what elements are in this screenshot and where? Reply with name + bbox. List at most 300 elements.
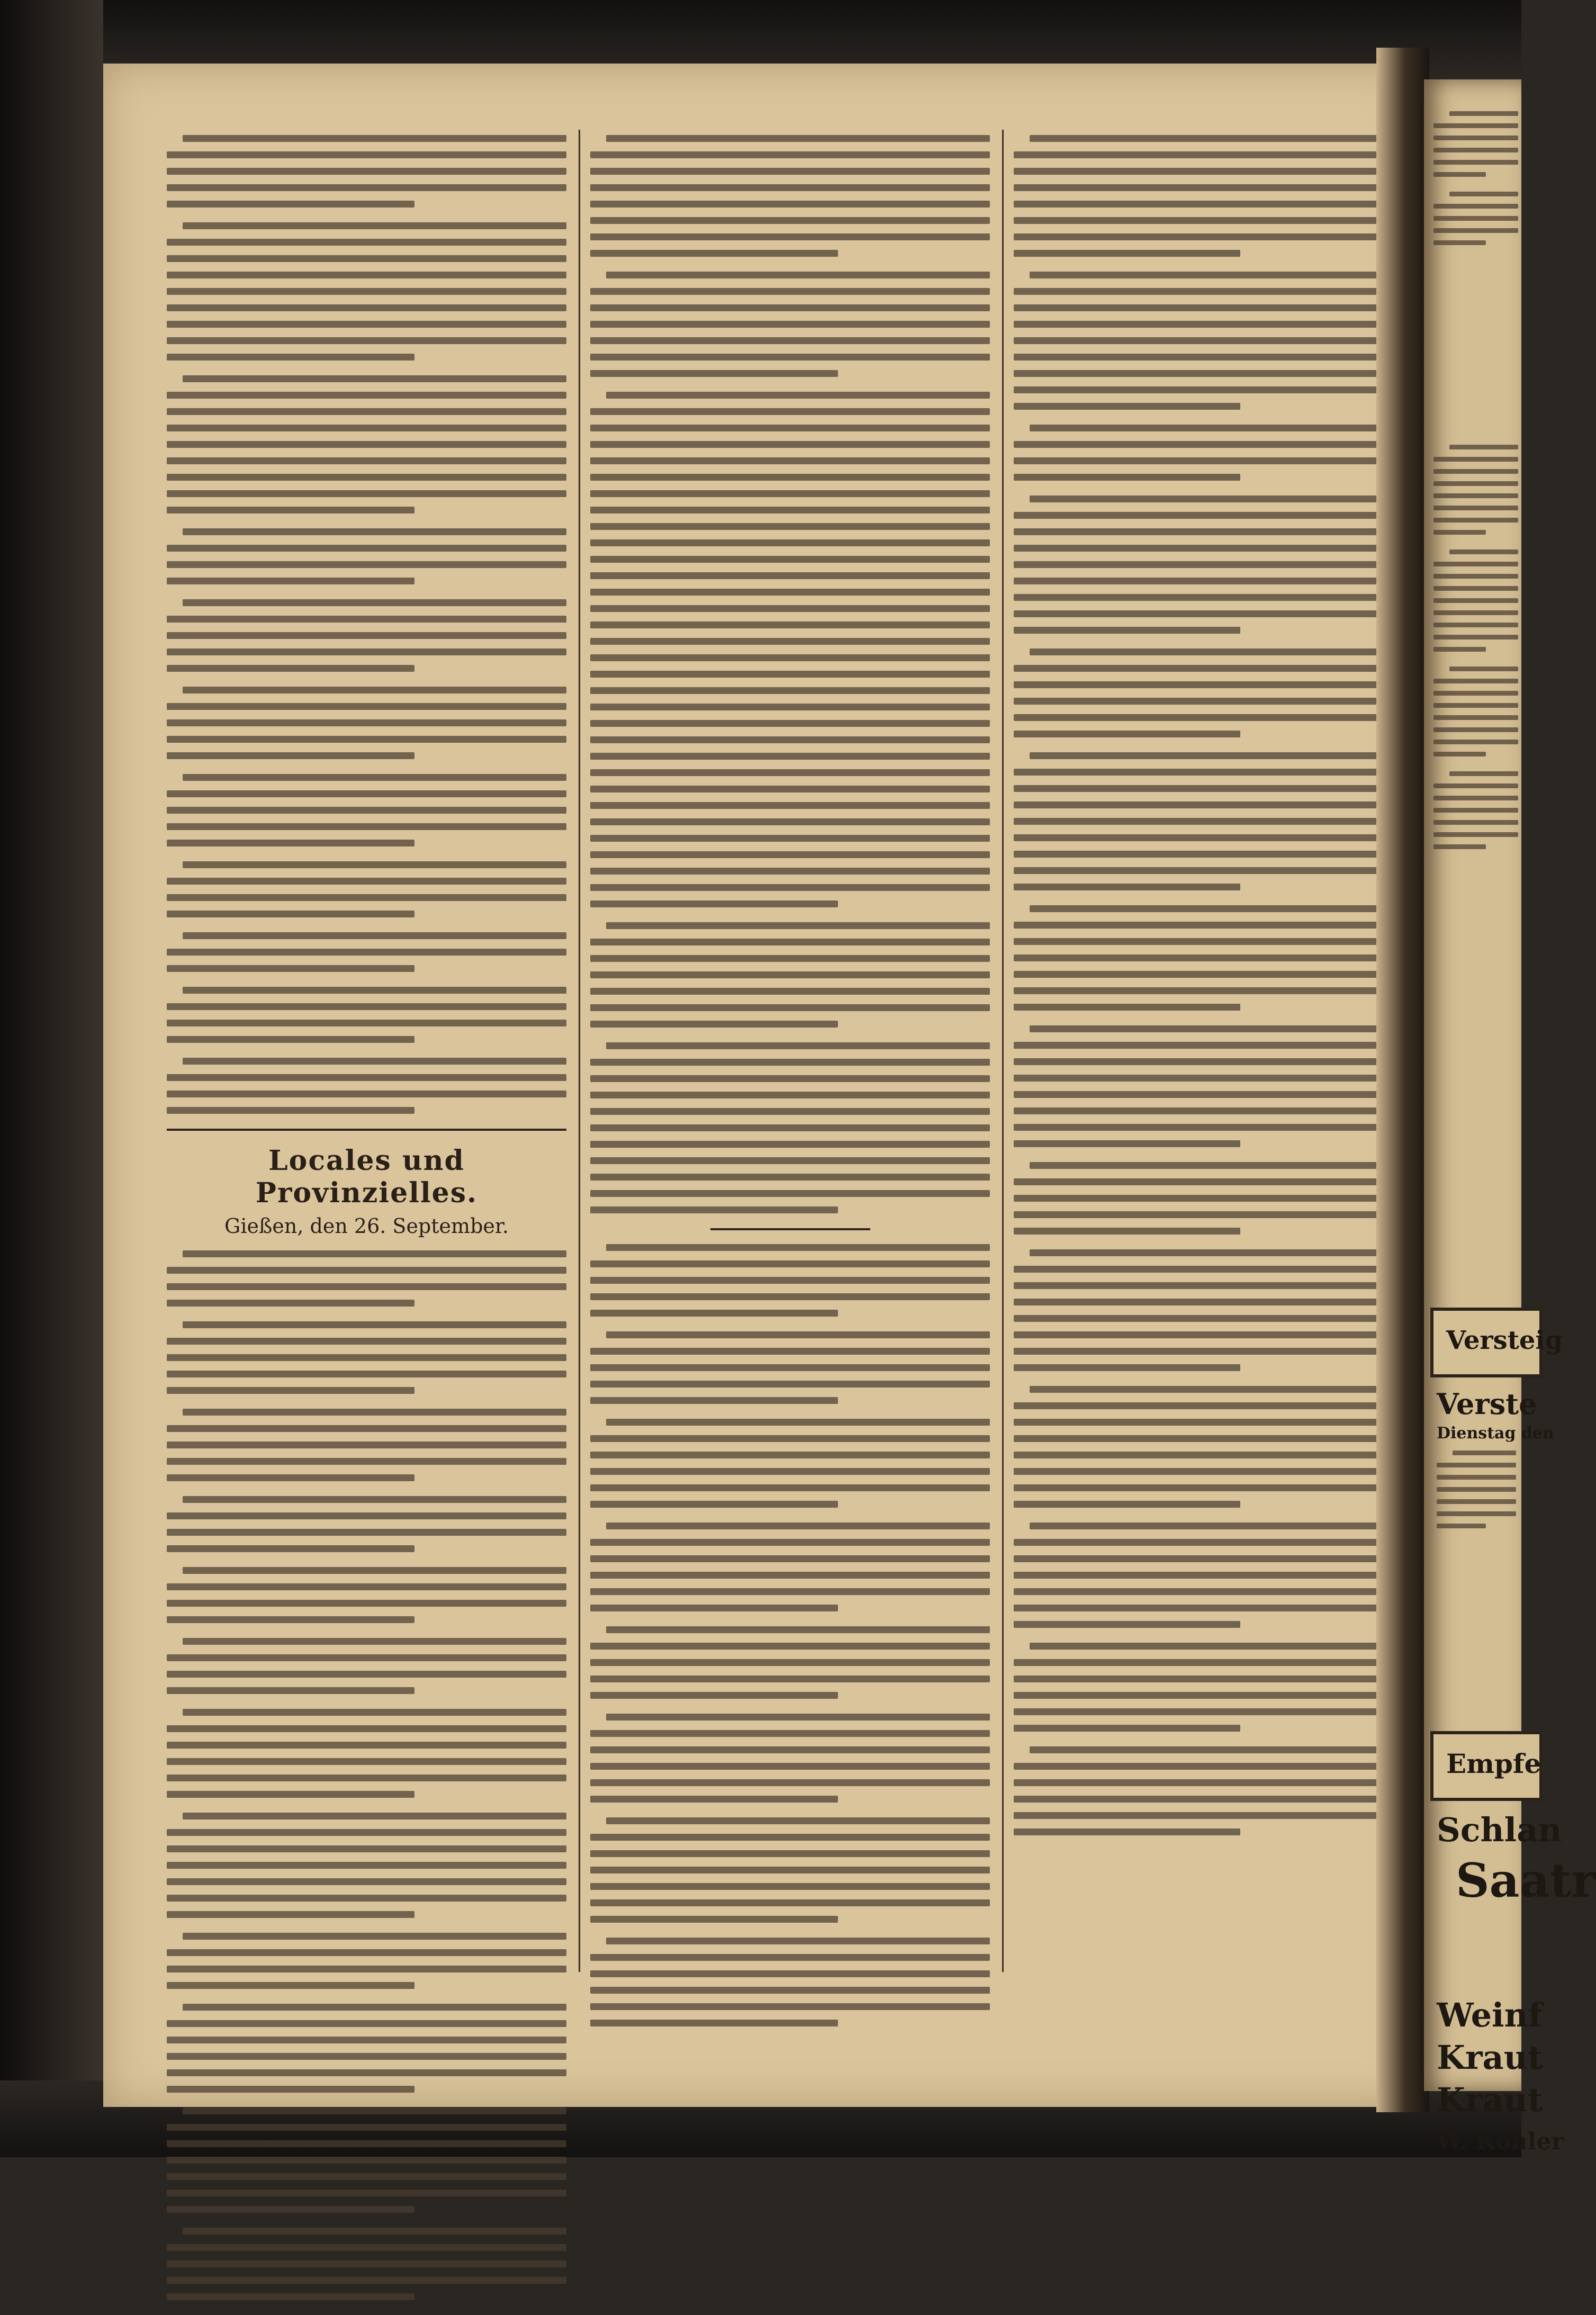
text-line <box>167 2173 566 2180</box>
text-line <box>167 2157 566 2164</box>
text-line <box>183 1409 566 1416</box>
text-paragraph <box>167 528 566 584</box>
text-line <box>590 1850 990 1857</box>
text-line <box>1014 1435 1379 1442</box>
text-line <box>1014 304 1379 311</box>
text-paragraph <box>167 861 566 917</box>
text-line <box>606 1331 990 1338</box>
text-line <box>1433 691 1518 696</box>
text-line <box>167 1895 566 1902</box>
text-line <box>167 392 566 399</box>
text-line <box>590 851 990 858</box>
text-paragraph <box>1014 648 1379 737</box>
ad-heading: Kraut <box>1437 2080 1543 2119</box>
adjacent-text-block <box>1437 1451 1516 1543</box>
text-line <box>1014 1091 1379 1098</box>
text-line <box>167 1338 566 1345</box>
text-line <box>1437 1487 1516 1492</box>
text-line <box>590 1588 990 1595</box>
text-line <box>1433 635 1518 639</box>
text-line <box>167 1529 566 1536</box>
text-line <box>183 1567 566 1574</box>
text-line <box>1014 201 1379 208</box>
text-line <box>1014 1140 1240 1147</box>
text-line <box>167 1966 566 1972</box>
text-line <box>183 1638 566 1645</box>
text-line <box>167 1458 566 1465</box>
section-dateline: Gießen, den 26. September. <box>224 1214 509 1238</box>
text-line <box>167 561 566 568</box>
text-line <box>1014 354 1379 361</box>
ad-box <box>1430 1308 1563 1377</box>
text-line <box>1433 506 1518 510</box>
text-paragraph <box>590 1419 990 1508</box>
text-line <box>590 168 990 175</box>
column-3 <box>1014 135 1379 1850</box>
text-line <box>590 217 990 224</box>
text-line <box>590 1539 990 1546</box>
text-line <box>167 1845 566 1852</box>
text-line <box>1014 1725 1240 1732</box>
text-line <box>590 1501 838 1508</box>
text-line <box>590 1659 990 1666</box>
text-line <box>167 1829 566 1836</box>
text-line <box>167 1474 414 1481</box>
text-line <box>590 1572 990 1579</box>
text-line <box>1433 647 1486 652</box>
text-line <box>1014 731 1240 737</box>
text-line <box>590 1381 990 1388</box>
text-line <box>590 955 990 962</box>
text-line <box>1014 1468 1379 1475</box>
text-line <box>590 1435 990 1442</box>
text-line <box>167 2140 566 2147</box>
text-line <box>1014 151 1379 158</box>
text-line <box>167 168 566 175</box>
text-line <box>167 239 566 246</box>
text-line <box>167 1654 566 1661</box>
text-line <box>1014 1124 1379 1131</box>
text-line <box>167 1616 414 1623</box>
text-line <box>167 965 414 972</box>
text-line <box>1014 217 1379 224</box>
text-paragraph <box>1014 1386 1379 1508</box>
text-paragraph <box>1437 1451 1516 1528</box>
text-line <box>1433 228 1518 233</box>
news-items-bottom <box>590 1244 990 2026</box>
text-line <box>1433 204 1518 209</box>
text-line <box>167 304 566 311</box>
text-line <box>167 2206 414 2213</box>
column-rule <box>1002 130 1004 1972</box>
text-line <box>590 457 990 464</box>
text-line <box>1030 135 1379 142</box>
text-line <box>1437 1511 1516 1516</box>
text-line <box>1014 801 1379 808</box>
text-line <box>590 1206 838 1213</box>
text-line <box>590 589 990 596</box>
text-line <box>590 2020 838 2026</box>
text-line <box>1014 971 1379 978</box>
text-line <box>590 1092 990 1098</box>
text-line <box>167 2293 414 2300</box>
text-line <box>1014 1692 1379 1699</box>
text-line <box>1014 785 1379 792</box>
text-line <box>167 807 566 814</box>
text-line <box>1014 1348 1379 1355</box>
text-line <box>167 457 566 464</box>
text-line <box>167 1387 414 1394</box>
text-paragraph <box>590 1331 990 1404</box>
news-items-bottom <box>167 1250 566 2300</box>
text-line <box>1030 1523 1379 1529</box>
text-line <box>590 1141 990 1148</box>
text-line <box>183 1933 566 1940</box>
text-line <box>167 2244 566 2251</box>
text-line <box>167 1074 566 1081</box>
text-line <box>606 135 990 142</box>
text-line <box>590 1059 990 1066</box>
text-line <box>1014 184 1379 191</box>
text-line <box>183 2228 566 2235</box>
text-paragraph <box>1433 192 1518 245</box>
text-line <box>590 288 990 295</box>
text-paragraph <box>1014 1643 1379 1732</box>
text-line <box>590 337 990 344</box>
text-line <box>167 1512 566 1519</box>
text-line <box>183 861 566 868</box>
text-line <box>1453 1451 1516 1455</box>
text-line <box>1433 530 1486 535</box>
text-line <box>590 1987 990 1994</box>
text-line <box>1014 474 1240 481</box>
text-paragraph <box>1014 1162 1379 1235</box>
text-line <box>167 1911 414 1918</box>
text-line <box>1433 216 1518 221</box>
text-line <box>1014 1364 1240 1371</box>
ad-box <box>1430 1731 1543 1801</box>
text-line <box>606 272 990 278</box>
text-paragraph <box>1014 496 1379 634</box>
text-paragraph <box>167 1321 566 1394</box>
text-line <box>606 1244 990 1251</box>
text-line <box>590 354 990 361</box>
text-line <box>1030 272 1379 278</box>
text-paragraph <box>590 392 990 907</box>
text-line <box>1014 1402 1379 1409</box>
text-line <box>590 507 990 514</box>
text-line <box>590 474 990 481</box>
text-line <box>167 823 566 830</box>
text-line <box>1433 160 1518 165</box>
scanner-background-left <box>0 0 103 2157</box>
text-paragraph <box>167 2004 566 2093</box>
text-line <box>590 786 990 792</box>
text-line <box>590 321 990 328</box>
text-line <box>1014 698 1379 705</box>
text-line <box>590 769 990 776</box>
text-paragraph <box>590 1626 990 1699</box>
text-line <box>167 1425 566 1432</box>
text-paragraph <box>167 375 566 514</box>
text-line <box>606 1938 990 1944</box>
text-line <box>1014 1828 1240 1835</box>
text-line <box>167 1725 566 1732</box>
text-line <box>1449 445 1518 449</box>
text-line <box>167 2277 566 2284</box>
text-line <box>1014 1315 1379 1322</box>
text-line <box>1014 834 1379 841</box>
text-line <box>1014 337 1379 344</box>
text-line <box>1433 172 1486 177</box>
text-line <box>1014 386 1379 393</box>
text-line <box>167 425 566 431</box>
text-line <box>590 1108 990 1115</box>
text-line <box>1433 703 1518 708</box>
text-line <box>167 1267 566 1274</box>
text-line <box>1014 1659 1379 1666</box>
text-line <box>167 507 414 514</box>
text-line <box>1433 148 1518 152</box>
text-line <box>590 1643 990 1650</box>
text-line <box>1030 905 1379 912</box>
text-line <box>1014 1075 1379 1082</box>
text-line <box>1014 441 1379 448</box>
text-line <box>167 1600 566 1607</box>
text-line <box>1014 457 1379 464</box>
text-paragraph <box>1014 135 1379 257</box>
text-line <box>590 1293 990 1300</box>
text-line <box>590 988 990 995</box>
text-line <box>590 1899 990 1906</box>
text-line <box>1014 321 1379 328</box>
text-line <box>167 1774 566 1781</box>
text-line <box>606 922 990 929</box>
text-line <box>590 671 990 678</box>
text-line <box>590 654 990 661</box>
text-line <box>167 255 566 262</box>
text-line <box>1014 1501 1240 1508</box>
text-line <box>1433 832 1518 837</box>
text-line <box>590 572 990 579</box>
text-line <box>1014 561 1379 568</box>
news-items-top <box>167 135 566 1114</box>
text-paragraph <box>167 687 566 759</box>
text-line <box>1014 1178 1379 1185</box>
text-line <box>1030 1386 1379 1393</box>
text-line <box>1433 820 1518 825</box>
text-line <box>1014 851 1379 858</box>
text-line <box>590 802 990 809</box>
text-paragraph <box>1014 425 1379 481</box>
text-paragraph <box>1014 1025 1379 1147</box>
text-line <box>590 1174 990 1181</box>
text-paragraph <box>1433 550 1518 652</box>
text-line <box>167 2260 566 2267</box>
text-line <box>183 599 566 606</box>
text-line <box>167 1354 566 1361</box>
text-paragraph <box>167 135 566 208</box>
text-line <box>1433 715 1518 720</box>
text-line <box>183 222 566 229</box>
text-line <box>167 616 566 623</box>
text-line <box>1014 627 1240 634</box>
text-line <box>183 1321 566 1328</box>
ad-heading: Versteig <box>1446 1326 1563 1355</box>
text-line <box>590 539 990 546</box>
text-line <box>167 337 566 344</box>
text-paragraph <box>1014 752 1379 890</box>
text-line <box>1449 192 1518 196</box>
text-line <box>590 736 990 743</box>
text-line <box>167 752 414 759</box>
text-line <box>1014 1588 1379 1595</box>
text-line <box>167 272 566 278</box>
text-line <box>167 1107 414 1114</box>
ad-heading: Schlan <box>1437 1810 1562 1849</box>
text-line <box>590 1730 990 1737</box>
text-line <box>167 1003 566 1010</box>
text-line <box>167 1545 414 1552</box>
text-line <box>1030 1162 1379 1169</box>
text-line <box>167 2086 414 2093</box>
text-line <box>590 441 990 448</box>
text-line <box>590 1468 990 1475</box>
text-line <box>1014 681 1379 688</box>
text-line <box>1433 623 1518 627</box>
text-line <box>167 665 414 672</box>
text-line <box>606 1626 990 1633</box>
text-line <box>606 392 990 399</box>
text-paragraph <box>1014 272 1379 410</box>
news-items <box>1014 135 1379 1835</box>
text-line <box>590 1676 990 1682</box>
column-rule <box>579 130 580 1972</box>
ad-heading: Saatr <box>1456 1853 1596 1908</box>
text-line <box>183 1813 566 1819</box>
text-line <box>1014 922 1379 929</box>
text-line <box>590 1763 990 1770</box>
text-line <box>167 1758 566 1765</box>
text-line <box>590 720 990 727</box>
text-line <box>1014 938 1379 945</box>
ad-heading: Verste <box>1437 1387 1537 1421</box>
text-line <box>1014 1331 1379 1338</box>
adjacent-page <box>1424 79 1596 2155</box>
text-line <box>167 1371 566 1377</box>
text-line <box>167 1091 566 1097</box>
text-line <box>590 1779 990 1786</box>
text-line <box>167 1742 566 1749</box>
text-line <box>606 1714 990 1721</box>
text-paragraph <box>590 1938 990 2026</box>
text-line <box>167 2190 566 2196</box>
text-line <box>1014 1796 1379 1803</box>
text-line <box>590 1692 838 1699</box>
text-line <box>1030 1746 1379 1753</box>
text-line <box>590 1260 990 1267</box>
text-paragraph <box>1433 666 1518 756</box>
text-line <box>167 1020 566 1026</box>
text-line <box>590 523 990 530</box>
text-line <box>1030 1025 1379 1032</box>
text-paragraph <box>167 1813 566 1918</box>
text-paragraph <box>167 1709 566 1798</box>
text-line <box>1437 1499 1516 1504</box>
text-line <box>167 288 566 295</box>
text-line <box>590 408 990 415</box>
column-2 <box>590 135 990 2041</box>
text-line <box>1014 1676 1379 1682</box>
text-line <box>1014 1621 1240 1628</box>
text-line <box>590 818 990 825</box>
text-line <box>167 648 566 655</box>
text-paragraph <box>167 987 566 1043</box>
text-line <box>1014 403 1240 410</box>
text-line <box>183 1709 566 1716</box>
text-line <box>1449 550 1518 554</box>
text-line <box>590 900 838 907</box>
text-line <box>1030 1643 1379 1650</box>
section-divider <box>167 1129 566 1131</box>
text-line <box>590 490 990 497</box>
text-line <box>167 408 566 415</box>
text-line <box>1014 578 1379 584</box>
text-paragraph <box>167 2107 566 2213</box>
text-line <box>167 2124 566 2131</box>
text-paragraph <box>167 774 566 846</box>
text-line <box>167 1878 566 1885</box>
text-paragraph <box>590 1244 990 1317</box>
text-line <box>1449 771 1518 776</box>
text-line <box>167 1687 414 1694</box>
text-paragraph <box>167 599 566 672</box>
text-line <box>590 1021 838 1028</box>
text-line <box>1014 1211 1379 1218</box>
text-line <box>590 1452 990 1458</box>
text-line <box>1014 769 1379 776</box>
text-line <box>1014 1572 1379 1579</box>
text-paragraph <box>1433 445 1518 535</box>
text-line <box>1014 1004 1240 1011</box>
text-line <box>590 1075 990 1082</box>
text-line <box>1014 1195 1379 1202</box>
text-line <box>167 1300 414 1307</box>
text-line <box>167 2037 566 2043</box>
text-line <box>1014 1812 1379 1819</box>
text-line <box>183 774 566 781</box>
text-line <box>606 1817 990 1824</box>
text-line <box>167 1036 414 1043</box>
text-line <box>1030 496 1379 502</box>
text-line <box>183 1250 566 1257</box>
text-line <box>1433 740 1518 744</box>
text-line <box>183 687 566 693</box>
text-line <box>167 911 414 917</box>
text-line <box>183 2107 566 2114</box>
text-paragraph <box>590 135 990 257</box>
text-line <box>1014 987 1379 994</box>
text-line <box>167 1671 566 1678</box>
text-line <box>1014 1228 1240 1235</box>
text-line <box>1433 493 1518 498</box>
text-line <box>167 719 566 726</box>
text-line <box>1449 111 1518 116</box>
text-line <box>606 1042 990 1049</box>
article-divider <box>710 1228 870 1230</box>
text-line <box>590 425 990 431</box>
text-line <box>590 753 990 760</box>
